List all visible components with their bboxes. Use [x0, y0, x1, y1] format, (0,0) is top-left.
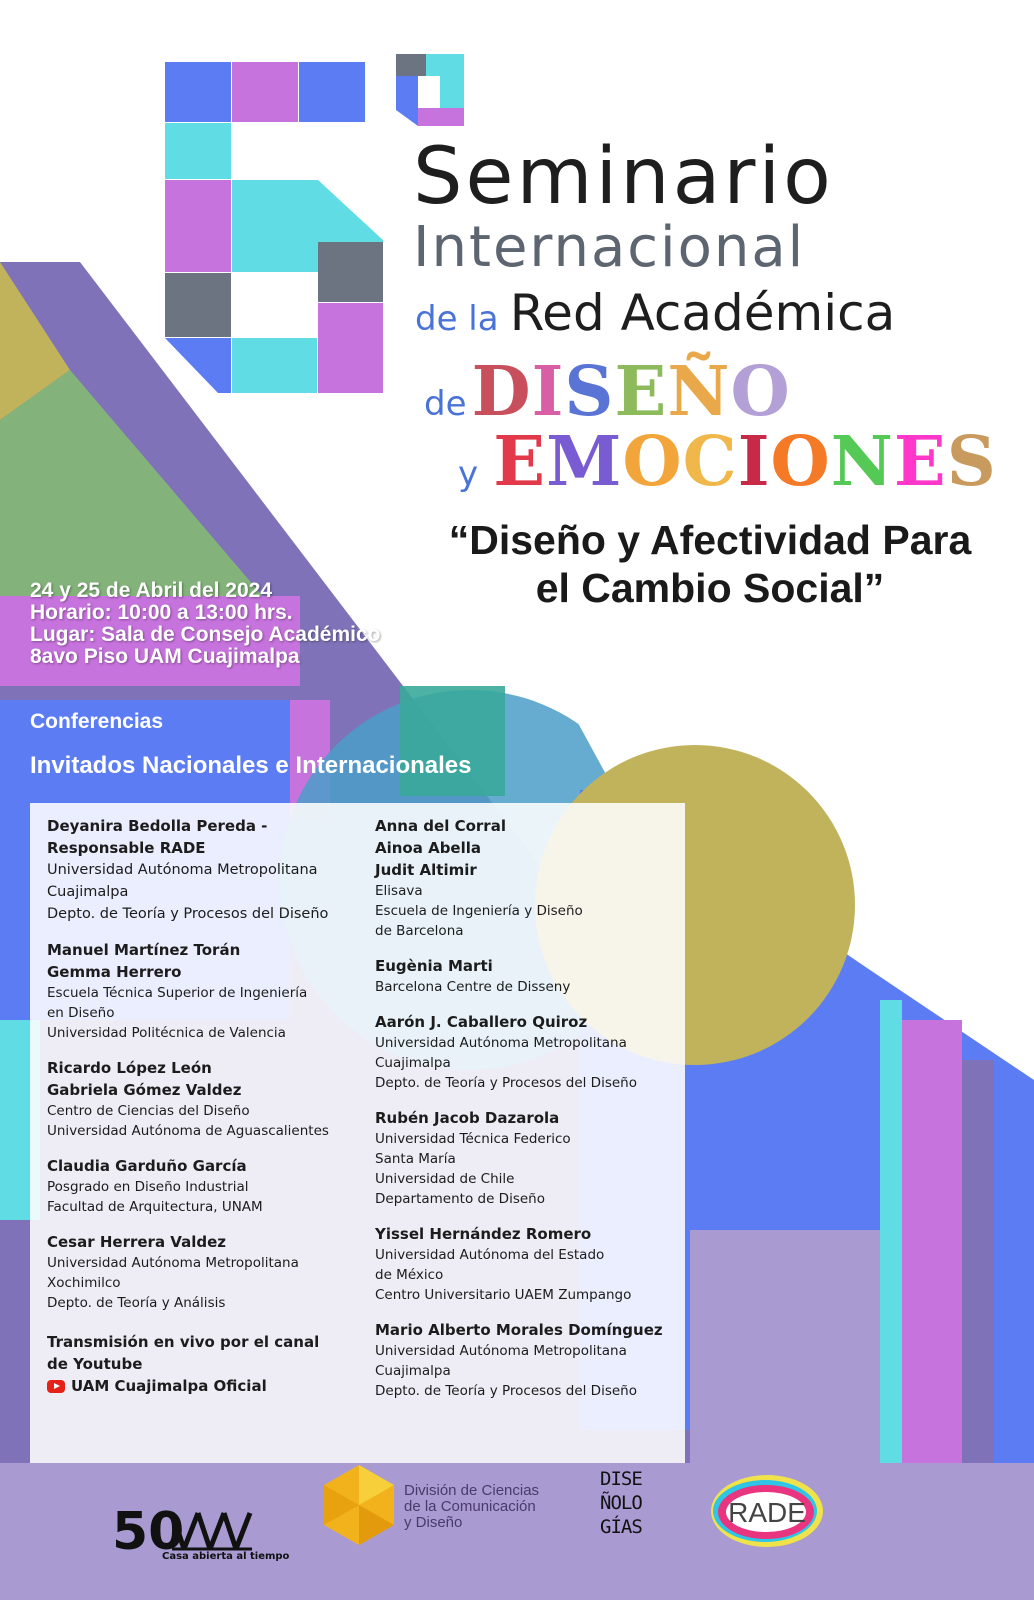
guest-entry [375, 815, 675, 941]
guest-panel [30, 803, 685, 1463]
guest-affiliation: Universidad Autónoma Metropolitana [375, 1343, 627, 1359]
uam-50-logo [112, 1493, 290, 1568]
guests-heading: Invitados Nacionales e Internacionales [30, 752, 472, 779]
guest-affiliation: Depto. de Teoría y Procesos del Diseño [47, 906, 329, 922]
guest-name: Judit Altimir [375, 861, 477, 879]
blue-strip-right [994, 1090, 1034, 1470]
title-internacional: Internacional [413, 215, 806, 280]
event-date: 24 y 25 de Abril del 2024 [30, 579, 273, 602]
title-letter: E [493, 422, 547, 502]
disenologias-logo [600, 1467, 660, 1547]
stream-line1: Transmisión en vivo por el canal [47, 1333, 320, 1351]
cyan-strip-right [880, 1000, 902, 1470]
guest-affiliation: Universidad Autónoma Metropolitana [375, 1035, 627, 1051]
guest-entry [375, 1107, 675, 1209]
disenologias-line2: ÑOLO [600, 1492, 642, 1514]
guests-left-column [47, 815, 347, 1397]
guest-name: Ricardo López León [47, 1059, 212, 1077]
title-letter: M [546, 422, 623, 502]
guest-entry [47, 939, 347, 1043]
guest-entry [375, 1011, 675, 1093]
title-seminario: Seminario [413, 132, 834, 222]
guest-affiliation: Universidad Técnica Federico [375, 1131, 571, 1147]
title-letter: E [614, 352, 668, 432]
title-letter: O [730, 352, 791, 432]
title-letter: S [564, 352, 615, 432]
title-letter: O [770, 422, 831, 502]
guest-name: Cesar Herrera Valdez [47, 1233, 226, 1251]
title-red-academica [415, 284, 896, 342]
guest-affiliation: Universidad Politécnica de Valencia [47, 1025, 286, 1041]
title-diseno-line [424, 352, 791, 432]
guest-name: Gemma Herrero [47, 963, 182, 981]
guest-affiliation: Centro Universitario UAEM Zumpango [375, 1287, 632, 1303]
guest-affiliation: Universidad Autónoma del Estado [375, 1247, 605, 1263]
guest-name: Anna del Corral [375, 817, 506, 835]
title-letter: E [893, 422, 947, 502]
title-letter: I [737, 422, 771, 502]
guest-entry [375, 1223, 675, 1305]
disenologias-line3: GÍAS [600, 1516, 642, 1538]
guest-name: Gabriela Gómez Valdez [47, 1081, 242, 1099]
guest-affiliation: Universidad de Chile [375, 1171, 515, 1187]
stream-info [47, 1331, 347, 1397]
title-red-academica-text: Red Académica [509, 284, 896, 342]
guest-name: Rubén Jacob Dazarola [375, 1109, 560, 1127]
title-letter: C [682, 422, 738, 502]
rade-logo [708, 1471, 826, 1549]
title-letter: D [471, 352, 532, 432]
guest-name: Yissel Hernández Romero [375, 1225, 592, 1243]
stream-channel-link[interactable] [47, 1375, 347, 1397]
guests-right-column [375, 815, 675, 1401]
guest-affiliation: Santa María [375, 1151, 456, 1167]
guest-affiliation: Barcelona Centre de Disseny [375, 979, 571, 995]
guest-affiliation: en Diseño [47, 1005, 115, 1021]
event-info [30, 580, 380, 668]
guest-entry [47, 1057, 347, 1141]
conferences-label: Conferencias [30, 710, 164, 733]
division-text [404, 1483, 539, 1531]
uam-number: 50 [112, 1502, 185, 1562]
uam-caption: Casa abierta al tiempo [162, 1551, 290, 1562]
subtitle-line1: “Diseño y Afectividad Para [448, 517, 972, 563]
title-diseno [472, 352, 791, 432]
event-venue: Lugar: Sala de Consejo Académico [30, 623, 381, 646]
division-line1: División de Ciencias [404, 1482, 540, 1499]
guest-affiliation: de México [375, 1267, 444, 1283]
title-de-la: de la [415, 299, 499, 339]
subtitle [400, 516, 1020, 612]
division-line3: y Diseño [404, 1514, 463, 1531]
title-letter: S [946, 422, 997, 502]
guest-name: Mario Alberto Morales Domínguez [375, 1321, 663, 1339]
guest-name: Eugènia Marti [375, 957, 493, 975]
event-venue-detail: 8avo Piso UAM Cuajimalpa [30, 645, 300, 668]
event-schedule: Horario: 10:00 a 13:00 hrs. [30, 601, 293, 624]
guest-entry [47, 1231, 347, 1313]
title-emociones-line [458, 422, 997, 502]
guest-affiliation: Depto. de Teoría y Procesos del Diseño [375, 1075, 637, 1091]
stream-line2: de Youtube [47, 1355, 143, 1373]
title-de: de [424, 384, 467, 424]
subtitle-line2: el Cambio Social” [535, 565, 885, 611]
title-emociones [493, 422, 997, 502]
title-letter: I [531, 352, 565, 432]
stream-channel: UAM Cuajimalpa Oficial [71, 1377, 267, 1395]
guest-name: Claudia Garduño García [47, 1157, 247, 1175]
guest-affiliation: Departamento de Diseño [375, 1191, 545, 1207]
division-logo [322, 1463, 552, 1553]
division-line2: de la Comunicación [404, 1498, 536, 1515]
guest-affiliation: Cuajimalpa [47, 884, 129, 900]
guest-affiliation: Universidad Autónoma Metropolitana [47, 862, 318, 878]
guest-entry [375, 955, 675, 997]
guest-affiliation: Xochimilco [47, 1275, 121, 1291]
guest-name: Manuel Martínez Torán [47, 941, 241, 959]
guest-affiliation: Facultad de Arquitectura, UNAM [47, 1199, 263, 1215]
guest-affiliation: Elisava [375, 883, 423, 899]
rade-label: RADE [728, 1497, 806, 1528]
magenta-strip-right [902, 1020, 962, 1470]
guest-affiliation: Cuajimalpa [375, 1055, 451, 1071]
guest-affiliation: Escuela Técnica Superior de Ingeniería [47, 985, 308, 1001]
title-letter: N [830, 422, 894, 502]
guest-affiliation: Cuajimalpa [375, 1363, 451, 1379]
footer [0, 1463, 1034, 1600]
guest-name: Deyanira Bedolla Pereda - [47, 817, 268, 835]
hexagon-icon [322, 1465, 396, 1545]
guest-affiliation: Escuela de Ingeniería y Diseño [375, 903, 583, 919]
disenologias-line1: DISE [600, 1468, 642, 1490]
guest-entry [47, 815, 347, 925]
title-letter: Ñ [667, 352, 731, 432]
lavender-strip-right [690, 1230, 880, 1470]
guest-entry [375, 1319, 675, 1401]
title-letter: O [622, 422, 683, 502]
guest-affiliation: Depto. de Teoría y Análisis [47, 1295, 226, 1311]
guest-affiliation: de Barcelona [375, 923, 464, 939]
guest-name: Aarón J. Caballero Quiroz [375, 1013, 588, 1031]
guest-affiliation: Universidad Autónoma Metropolitana [47, 1255, 299, 1271]
guest-entry [47, 1155, 347, 1217]
guest-name: Responsable RADE [47, 839, 206, 857]
title-y: y [458, 454, 479, 494]
guest-name: Ainoa Abella [375, 839, 482, 857]
purple-strip-right [962, 1060, 994, 1470]
guest-affiliation: Posgrado en Diseño Industrial [47, 1179, 249, 1195]
guest-affiliation: Centro de Ciencias del Diseño [47, 1103, 250, 1119]
guest-affiliation: Universidad Autónoma de Aguascalientes [47, 1123, 329, 1139]
guest-affiliation: Depto. de Teoría y Procesos del Diseño [375, 1383, 637, 1399]
youtube-icon [47, 1380, 65, 1393]
